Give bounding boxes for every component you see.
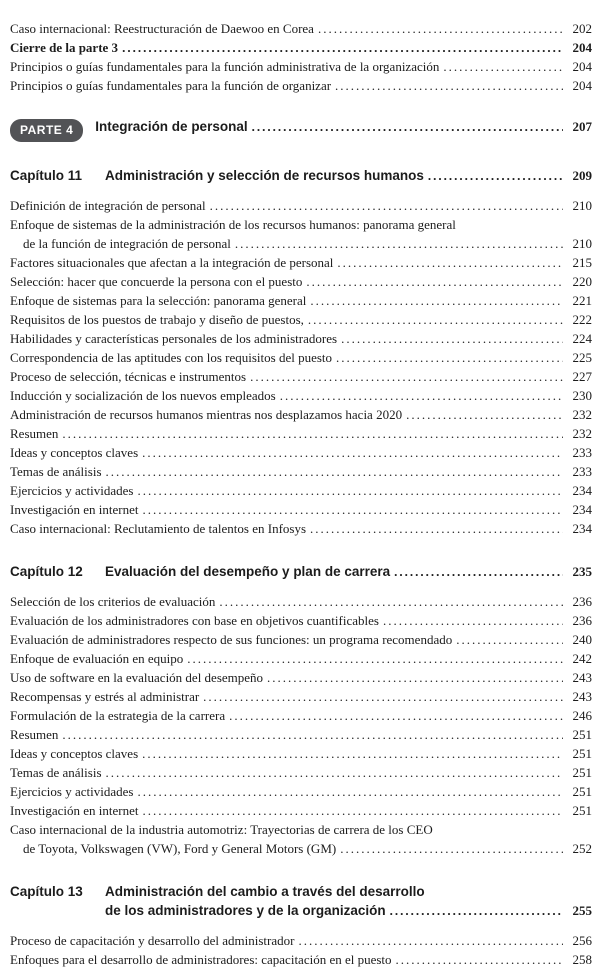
page-number: 251 [572,765,592,780]
entry-text: Enfoque de evaluación en equipo [10,651,184,666]
entry-text: Ideas y conceptos claves [10,445,139,460]
page-number: 210 [572,198,592,213]
entry-text: Definición de integración de personal [10,198,206,213]
dot-leader [106,462,563,481]
page-number: 227 [572,369,592,384]
toc-entry [10,76,592,95]
page-number: 230 [572,388,592,403]
page-number: 234 [572,483,592,498]
dot-leader [310,519,563,538]
dot-leader [390,901,563,920]
dot-leader [122,38,563,57]
dot-leader [280,386,563,405]
part-heading [10,119,592,142]
page-number: 256 [572,933,592,948]
entry-text: de la función de integración de personal [23,236,231,251]
page-number: 202 [572,21,592,36]
dot-leader [229,706,563,725]
page-number: 240 [572,632,592,647]
toc-entry [10,367,592,386]
page-number: 224 [572,331,592,346]
page-number: 235 [572,564,592,579]
entry-text: Evaluación de los administradores con base en objetivos cuantificables [10,613,379,628]
chapter-title-text: Administración y selección de recursos humanos [105,168,424,183]
chapter-title-line [105,882,592,901]
chapter-label: Capítulo 11 [10,168,83,183]
part-title: Integración de personal [95,119,248,134]
page-number: 258 [572,952,592,967]
dot-leader [187,649,563,668]
entry-text: Enfoque de sistemas para la selección: panorama general [10,293,307,308]
chapter-title-text: Evaluación del desempeño y plan de carrera [105,564,391,579]
page-number: 215 [572,255,592,270]
entry-text: Proceso de selección, técnicas e instrumentos [10,369,247,384]
toc-entry [10,329,592,348]
toc-entry [10,687,592,706]
toc-entry [10,348,592,367]
dot-leader [341,329,563,348]
entry-text: Ideas y conceptos claves [10,746,139,761]
toc-entry [10,592,592,611]
dot-leader [203,687,563,706]
toc-entry [10,443,592,462]
entry-text: Temas de análisis [10,765,102,780]
page-number: 220 [572,274,592,289]
page-number: 236 [572,613,592,628]
dot-leader [62,725,563,744]
page-number: 243 [572,689,592,704]
page-number: 234 [572,502,592,517]
page-number: 251 [572,746,592,761]
toc-entries-block [10,19,592,95]
toc-entry [10,19,592,38]
toc-entry [10,931,592,950]
toc-entry [10,801,592,820]
entry-text: Ejercicios y actividades [10,784,134,799]
dot-leader [310,291,563,310]
entry-text: Inducción y socialización de los nuevos empleados [10,388,276,403]
toc-entry [10,839,592,858]
page-number: 243 [572,670,592,685]
dot-leader [335,76,563,95]
page-number: 251 [572,803,592,818]
dot-leader [137,481,563,500]
dot-leader [62,424,563,443]
dot-leader [219,592,563,611]
entry-text: Proceso de capacitación y desarrollo del administrador [10,933,295,948]
entry-text: Selección de los criterios de evaluación [10,594,216,609]
entry-text: Caso internacional de la industria automotriz: Trayectorias de carrera de los CEO [10,822,433,837]
entry-text: Formulación de la estrategia de la carrera [10,708,226,723]
dot-leader [143,801,563,820]
toc-entry [10,272,592,291]
dot-leader [137,782,563,801]
dot-leader [394,562,563,581]
toc-entry [10,630,592,649]
page-number: 255 [572,903,592,918]
chapter-title-text: Administración del cambio a través del desarrollo [105,884,425,899]
page-number: 204 [572,59,592,74]
chapter-title-text: de los administradores y de la organización [105,903,386,918]
toc-entry [10,500,592,519]
entry-text: Principios o guías fundamentales para la función de organizar [10,78,332,93]
page-number: 251 [572,784,592,799]
toc-entry [10,310,592,329]
page-number: 252 [572,841,592,856]
entry-text: Investigación en internet [10,803,139,818]
toc-entry [10,820,592,839]
dot-leader [267,668,563,687]
page-number: 246 [572,708,592,723]
toc-entries-block [10,196,592,538]
toc-entry [10,519,592,538]
entry-text: Factores situacionales que afectan a la integración de personal [10,255,334,270]
chapter-heading [10,882,592,920]
dot-leader [383,611,563,630]
entry-text: Resumen [10,727,59,742]
entry-text: Investigación en internet [10,502,139,517]
dot-leader [210,196,563,215]
toc-entry [10,234,592,253]
toc-entry [10,291,592,310]
dot-leader [306,272,563,291]
toc-entry [10,611,592,630]
toc-entries-block [10,592,592,858]
entry-text: Principios o guías fundamentales para la función administrativa de la organización [10,59,440,74]
toc-entry [10,196,592,215]
entry-text: Caso internacional: Reestructuración de Daewoo en Corea [10,21,314,36]
dot-leader [336,348,563,367]
toc-entry [10,38,592,57]
page-number: 251 [572,727,592,742]
toc-entry [10,386,592,405]
page-number: 233 [572,464,592,479]
dot-leader [298,931,563,950]
chapter-label: Capítulo 12 [10,564,83,579]
dot-leader [106,763,563,782]
chapter-title-column [105,562,592,581]
toc-entry [10,253,592,272]
entry-text: Administración de recursos humanos mientras nos desplazamos hacia 2020 [10,407,403,422]
toc-entry [10,215,592,234]
chapter-label: Capítulo 13 [10,884,83,899]
entry-text: Uso de software en la evaluación del desempeño [10,670,264,685]
entry-text: Enfoque de sistemas de la administración de los recursos humanos: panorama general [10,217,456,232]
toc-entry [10,706,592,725]
entry-text: Requisitos de los puestos de trabajo y diseño de puestos, [10,312,304,327]
entry-text: Resumen [10,426,59,441]
entry-text: Recompensas y estrés al administrar [10,689,200,704]
part-badge: PARTE 4 [10,119,83,142]
dot-leader [406,405,563,424]
page-number: 242 [572,651,592,666]
chapter-heading [10,166,592,185]
chapter-title-line [105,901,592,920]
dot-leader [456,630,563,649]
page-number: 232 [572,407,592,422]
dot-leader [252,119,563,135]
page-number: 232 [572,426,592,441]
toc-entry [10,744,592,763]
toc-entry [10,763,592,782]
entry-text: Cierre de la parte 3 [10,40,119,55]
dot-leader [428,166,563,185]
entry-text: Caso internacional: Reclutamiento de talentos en Infosys [10,521,307,536]
page-number: 221 [572,293,592,308]
toc-entry [10,481,592,500]
entry-text: Evaluación de administradores respecto de sus funciones: un programa recomendado [10,632,453,647]
entry-text: Enfoques para el desarrollo de administradores: capacitación en el puesto [10,952,392,967]
page-number: 236 [572,594,592,609]
toc-entry [10,405,592,424]
dot-leader [340,839,563,858]
toc-entry [10,424,592,443]
entry-text: Selección: hacer que concuerde la persona con el puesto [10,274,303,289]
dot-leader [235,234,563,253]
toc-entries-block [10,931,592,969]
page-number: 204 [572,78,592,93]
toc-entry [10,782,592,801]
page-number: 234 [572,521,592,536]
page-number: 225 [572,350,592,365]
chapter-title-line [105,166,592,185]
dot-leader [143,500,563,519]
page-number: 233 [572,445,592,460]
entry-text: Ejercicios y actividades [10,483,134,498]
page-number: 207 [572,119,592,134]
dot-leader [142,744,563,763]
dot-leader [443,57,563,76]
entry-text: Habilidades y características personales de los administradores [10,331,338,346]
dot-leader [337,253,563,272]
entry-text: Temas de análisis [10,464,102,479]
entry-text: Correspondencia de las aptitudes con los requisitos del puesto [10,350,333,365]
chapter-title-column [105,882,592,920]
dot-leader [250,367,563,386]
toc-entry [10,649,592,668]
toc-entry [10,668,592,687]
toc-entry [10,725,592,744]
page-number: 222 [572,312,592,327]
page-number: 209 [572,168,592,183]
dot-leader [308,310,563,329]
page-number: 210 [572,236,592,251]
entry-text: de Toyota, Volkswagen (VW), Ford y General Motors (GM) [23,841,337,856]
dot-leader [318,19,563,38]
toc-entry [10,462,592,481]
page-number: 204 [572,40,592,55]
chapter-title-line [105,562,592,581]
chapter-heading [10,562,592,581]
dot-leader [142,443,563,462]
toc-entry [10,57,592,76]
chapter-title-column [105,166,592,185]
